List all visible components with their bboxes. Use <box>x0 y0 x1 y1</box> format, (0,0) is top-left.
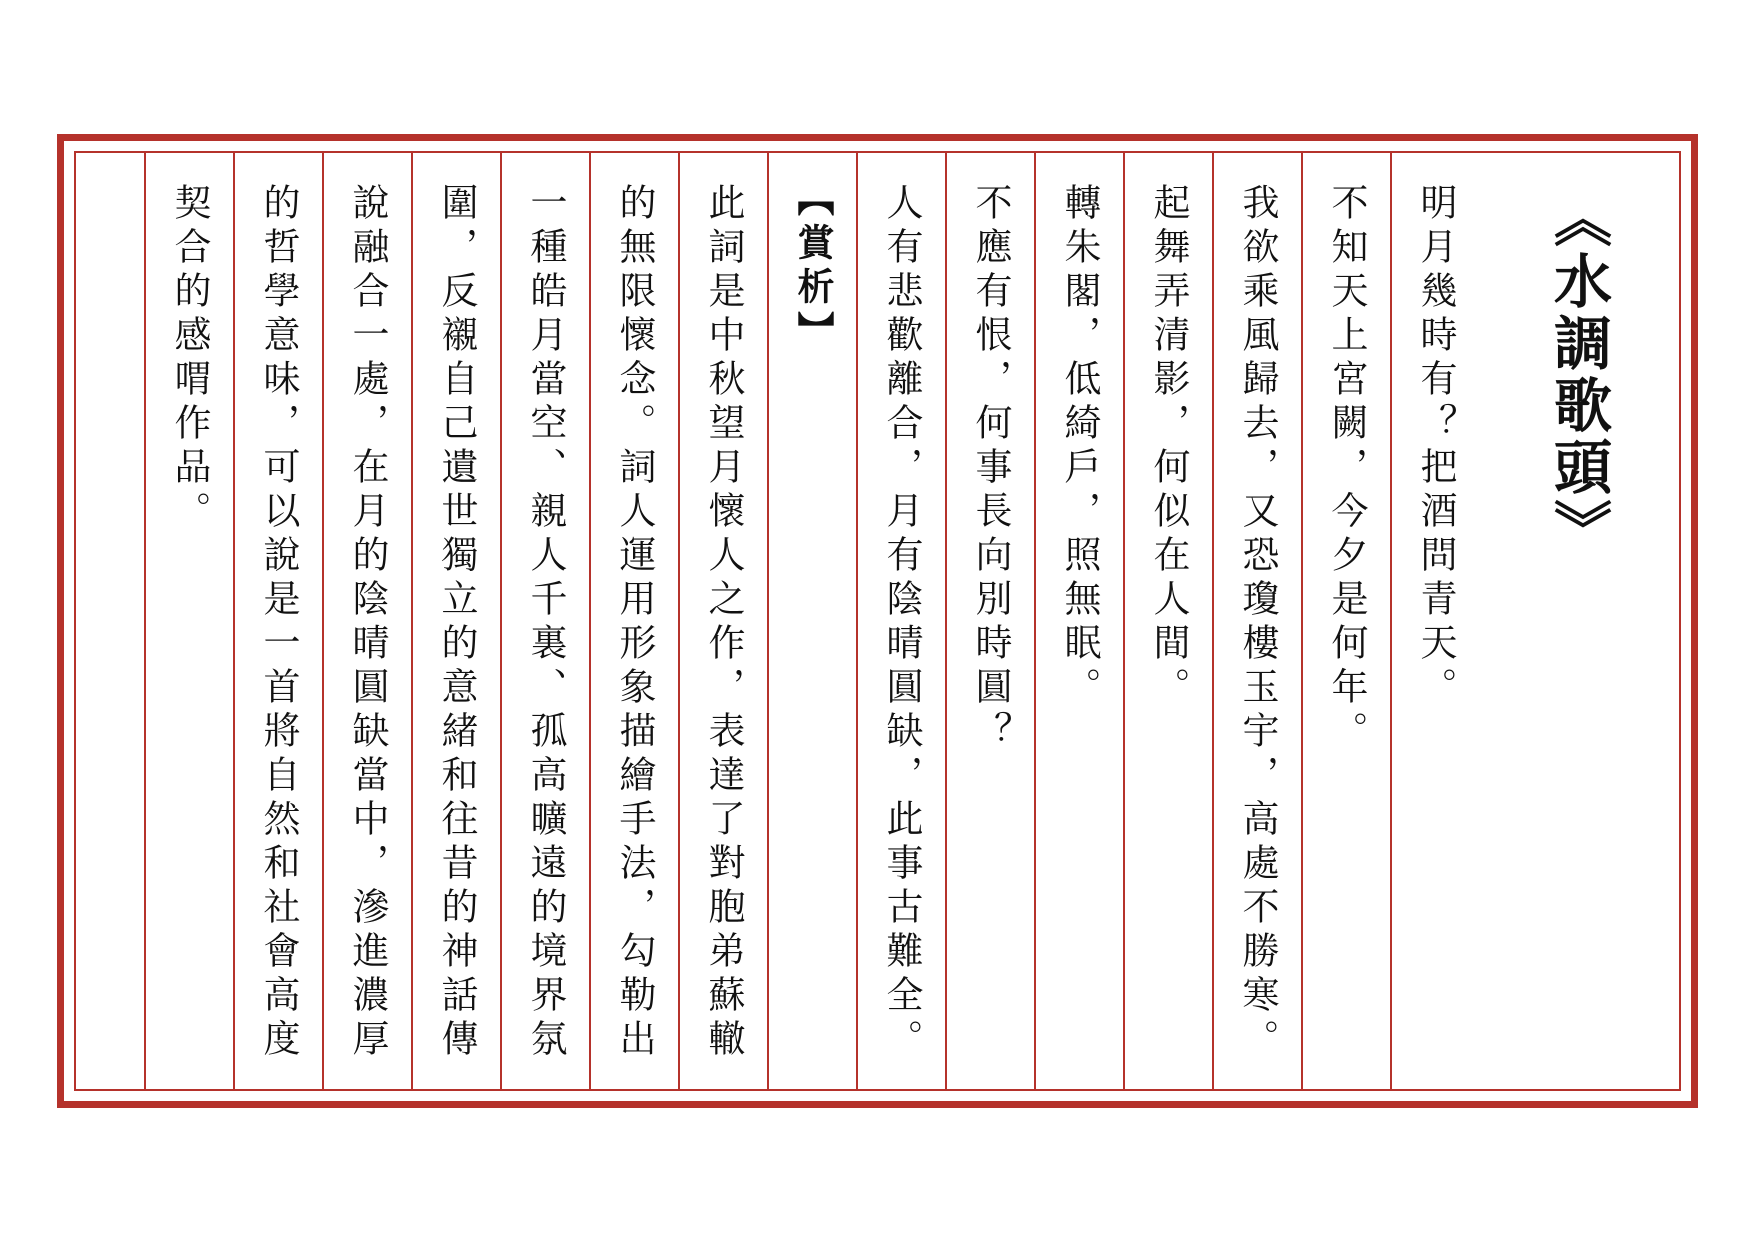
analysis-text: 圍，反襯自己遺世獨立的意緒和往昔的神話傳 <box>435 183 478 1063</box>
analysis-column <box>233 153 322 1089</box>
analysis-heading: 【賞析】 <box>791 179 835 355</box>
analysis-column <box>589 153 678 1089</box>
analysis-text: 一種皓月當空、親人千裏、孤高曠遠的境界氛 <box>524 183 567 1063</box>
poem-line-column <box>1034 153 1123 1089</box>
title-column <box>1479 153 1677 1089</box>
analysis-heading-column <box>767 153 856 1089</box>
analysis-text: 的哲學意味，可以說是一首將自然和社會高度 <box>257 183 300 1063</box>
poem-title: 《水調歌頭》 <box>1544 189 1612 561</box>
analysis-column <box>411 153 500 1089</box>
poem-line: 不知天上宮闕，今夕是何年。 <box>1325 183 1368 755</box>
analysis-column <box>678 153 767 1089</box>
poem-line-column <box>945 153 1034 1089</box>
poem-line: 我欲乘風歸去，又恐瓊樓玉宇，高處不勝寒。 <box>1236 183 1279 1063</box>
poem-line: 人有悲歡離合，月有陰晴圓缺，此事古難全。 <box>880 183 923 1063</box>
poem-line-column <box>1301 153 1390 1089</box>
analysis-text: 此詞是中秋望月懷人之作，表達了對胞弟蘇轍 <box>702 183 745 1063</box>
analysis-column <box>500 153 589 1089</box>
analysis-text: 契合的感喟作品。 <box>168 183 211 535</box>
poem-line-column <box>1123 153 1212 1089</box>
poem-line: 明月幾時有？把酒問青天。 <box>1414 183 1457 711</box>
poem-line-column <box>1212 153 1301 1089</box>
poem-line: 轉朱閣，低綺戶，照無眠。 <box>1058 183 1101 711</box>
analysis-text: 說融合一處，在月的陰晴圓缺當中，滲進濃厚 <box>346 183 389 1063</box>
poem-frame <box>57 134 1698 1108</box>
poem-line-column <box>856 153 945 1089</box>
analysis-column <box>322 153 411 1089</box>
analysis-column <box>144 153 233 1089</box>
poem-line-column <box>1390 153 1479 1089</box>
analysis-text: 的無限懷念。詞人運用形象描繪手法，勾勒出 <box>613 183 656 1063</box>
poem-grid <box>74 151 1681 1091</box>
poem-line: 起舞弄清影，何似在人間。 <box>1147 183 1190 711</box>
poem-line: 不應有恨，何事長向別時圓？ <box>969 183 1012 755</box>
